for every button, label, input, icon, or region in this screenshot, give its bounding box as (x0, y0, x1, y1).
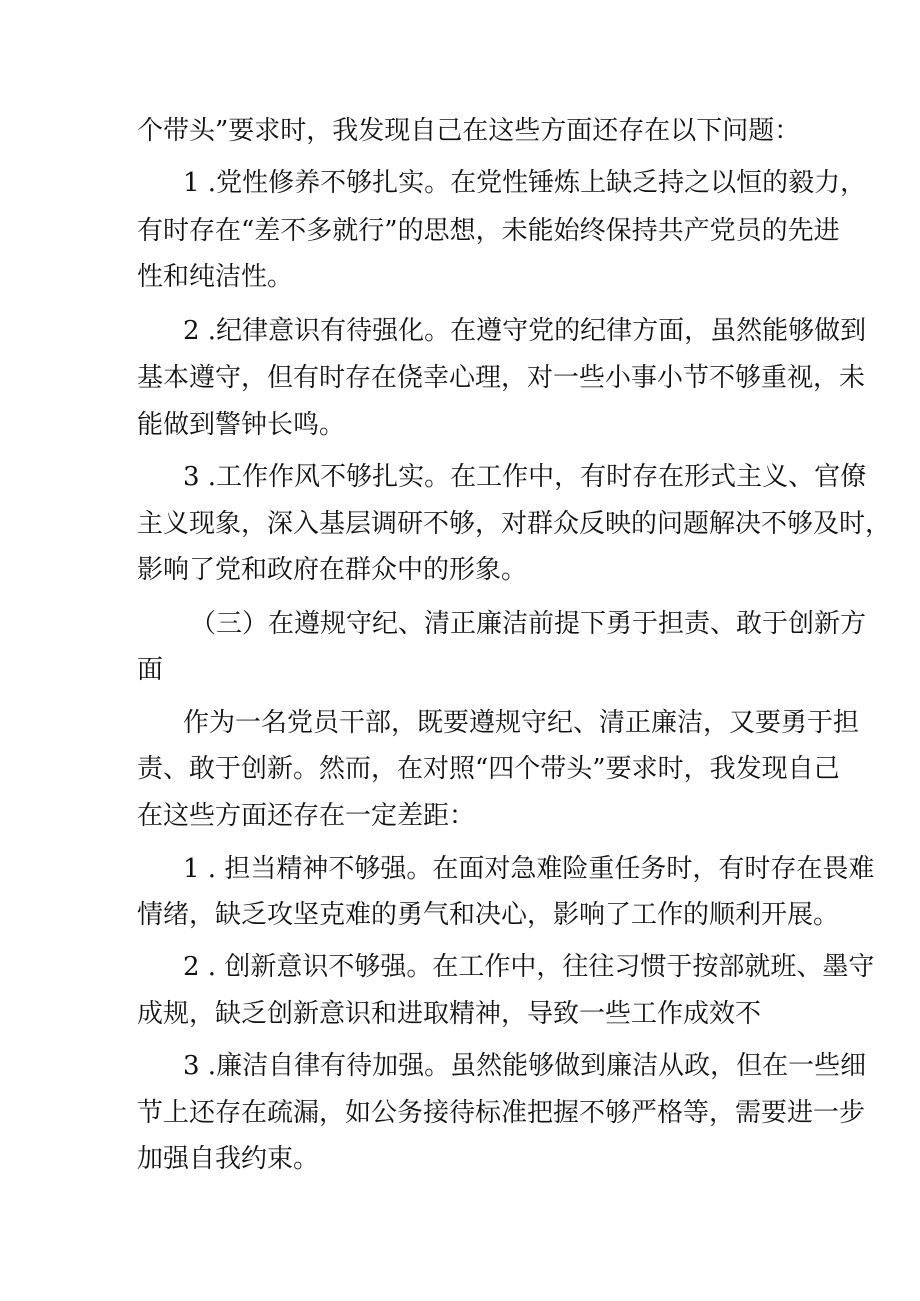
text-line: 节上还存在疏漏，如公务接待标准把握不够严格等，需要进一步 (137, 1098, 866, 1128)
text-line: 主义现象，深入基层调研不够，对群众反映的问题解决不够及时， (137, 509, 892, 539)
text-line: 作为一名党员干部，既要遵规守纪、清正廉洁，又要勇于担 (183, 708, 860, 738)
text-line: 个带头”要求时，我发现自己在这些方面还存在以下问题： (137, 116, 801, 146)
section-heading: （三）在遵规守纪、清正廉洁前提下勇于担责、敢于创新方 (190, 609, 867, 639)
text-line: 有时存在“差不多就行”的思想，未能始终保持共产党员的先进 (137, 216, 840, 246)
text-line: 1 .党性修养不够扎实。在党性锤炼上缺乏持之以恒的毅力， (183, 168, 867, 198)
text-line: 情绪，缺乏攻坚克难的勇气和决心，影响了工作的顺利开展。 (137, 900, 840, 930)
text-line: 能做到警钟长鸣。 (137, 410, 346, 440)
section-heading: 面 (137, 655, 164, 685)
text-line: 1 . 担当精神不够强。在面对急难险重任务时，有时存在畏难 (183, 854, 875, 884)
text-line: 加强自我约束。 (137, 1144, 320, 1174)
text-line: 性和纯洁性。 (137, 262, 294, 292)
text-line: 3 .工作作风不够扎实。在工作中，有时存在形式主义、官僚 (183, 462, 867, 492)
text-line: 责、敢于创新。然而，在对照“四个带头”要求时，我发现自己 (137, 754, 840, 784)
text-line: 基本遵守，但有时存在侥幸心理，对一些小事小节不够重视，未 (137, 363, 866, 393)
text-line: 2 . 创新意识不够强。在工作中，往往习惯于按部就班、墨守 (183, 952, 875, 982)
text-line: 3 .廉洁自律有待加强。虽然能够做到廉洁从政，但在一些细 (183, 1051, 867, 1081)
text-line: 影响了党和政府在群众中的形象。 (137, 555, 528, 585)
text-line: 2 .纪律意识有待强化。在遵守党的纪律方面，虽然能够做到 (183, 316, 867, 346)
text-line: 成规，缺乏创新意识和进取精神，导致一些工作成效不 (137, 999, 762, 1029)
text-line: 在这些方面还存在一定差距： (137, 801, 476, 831)
